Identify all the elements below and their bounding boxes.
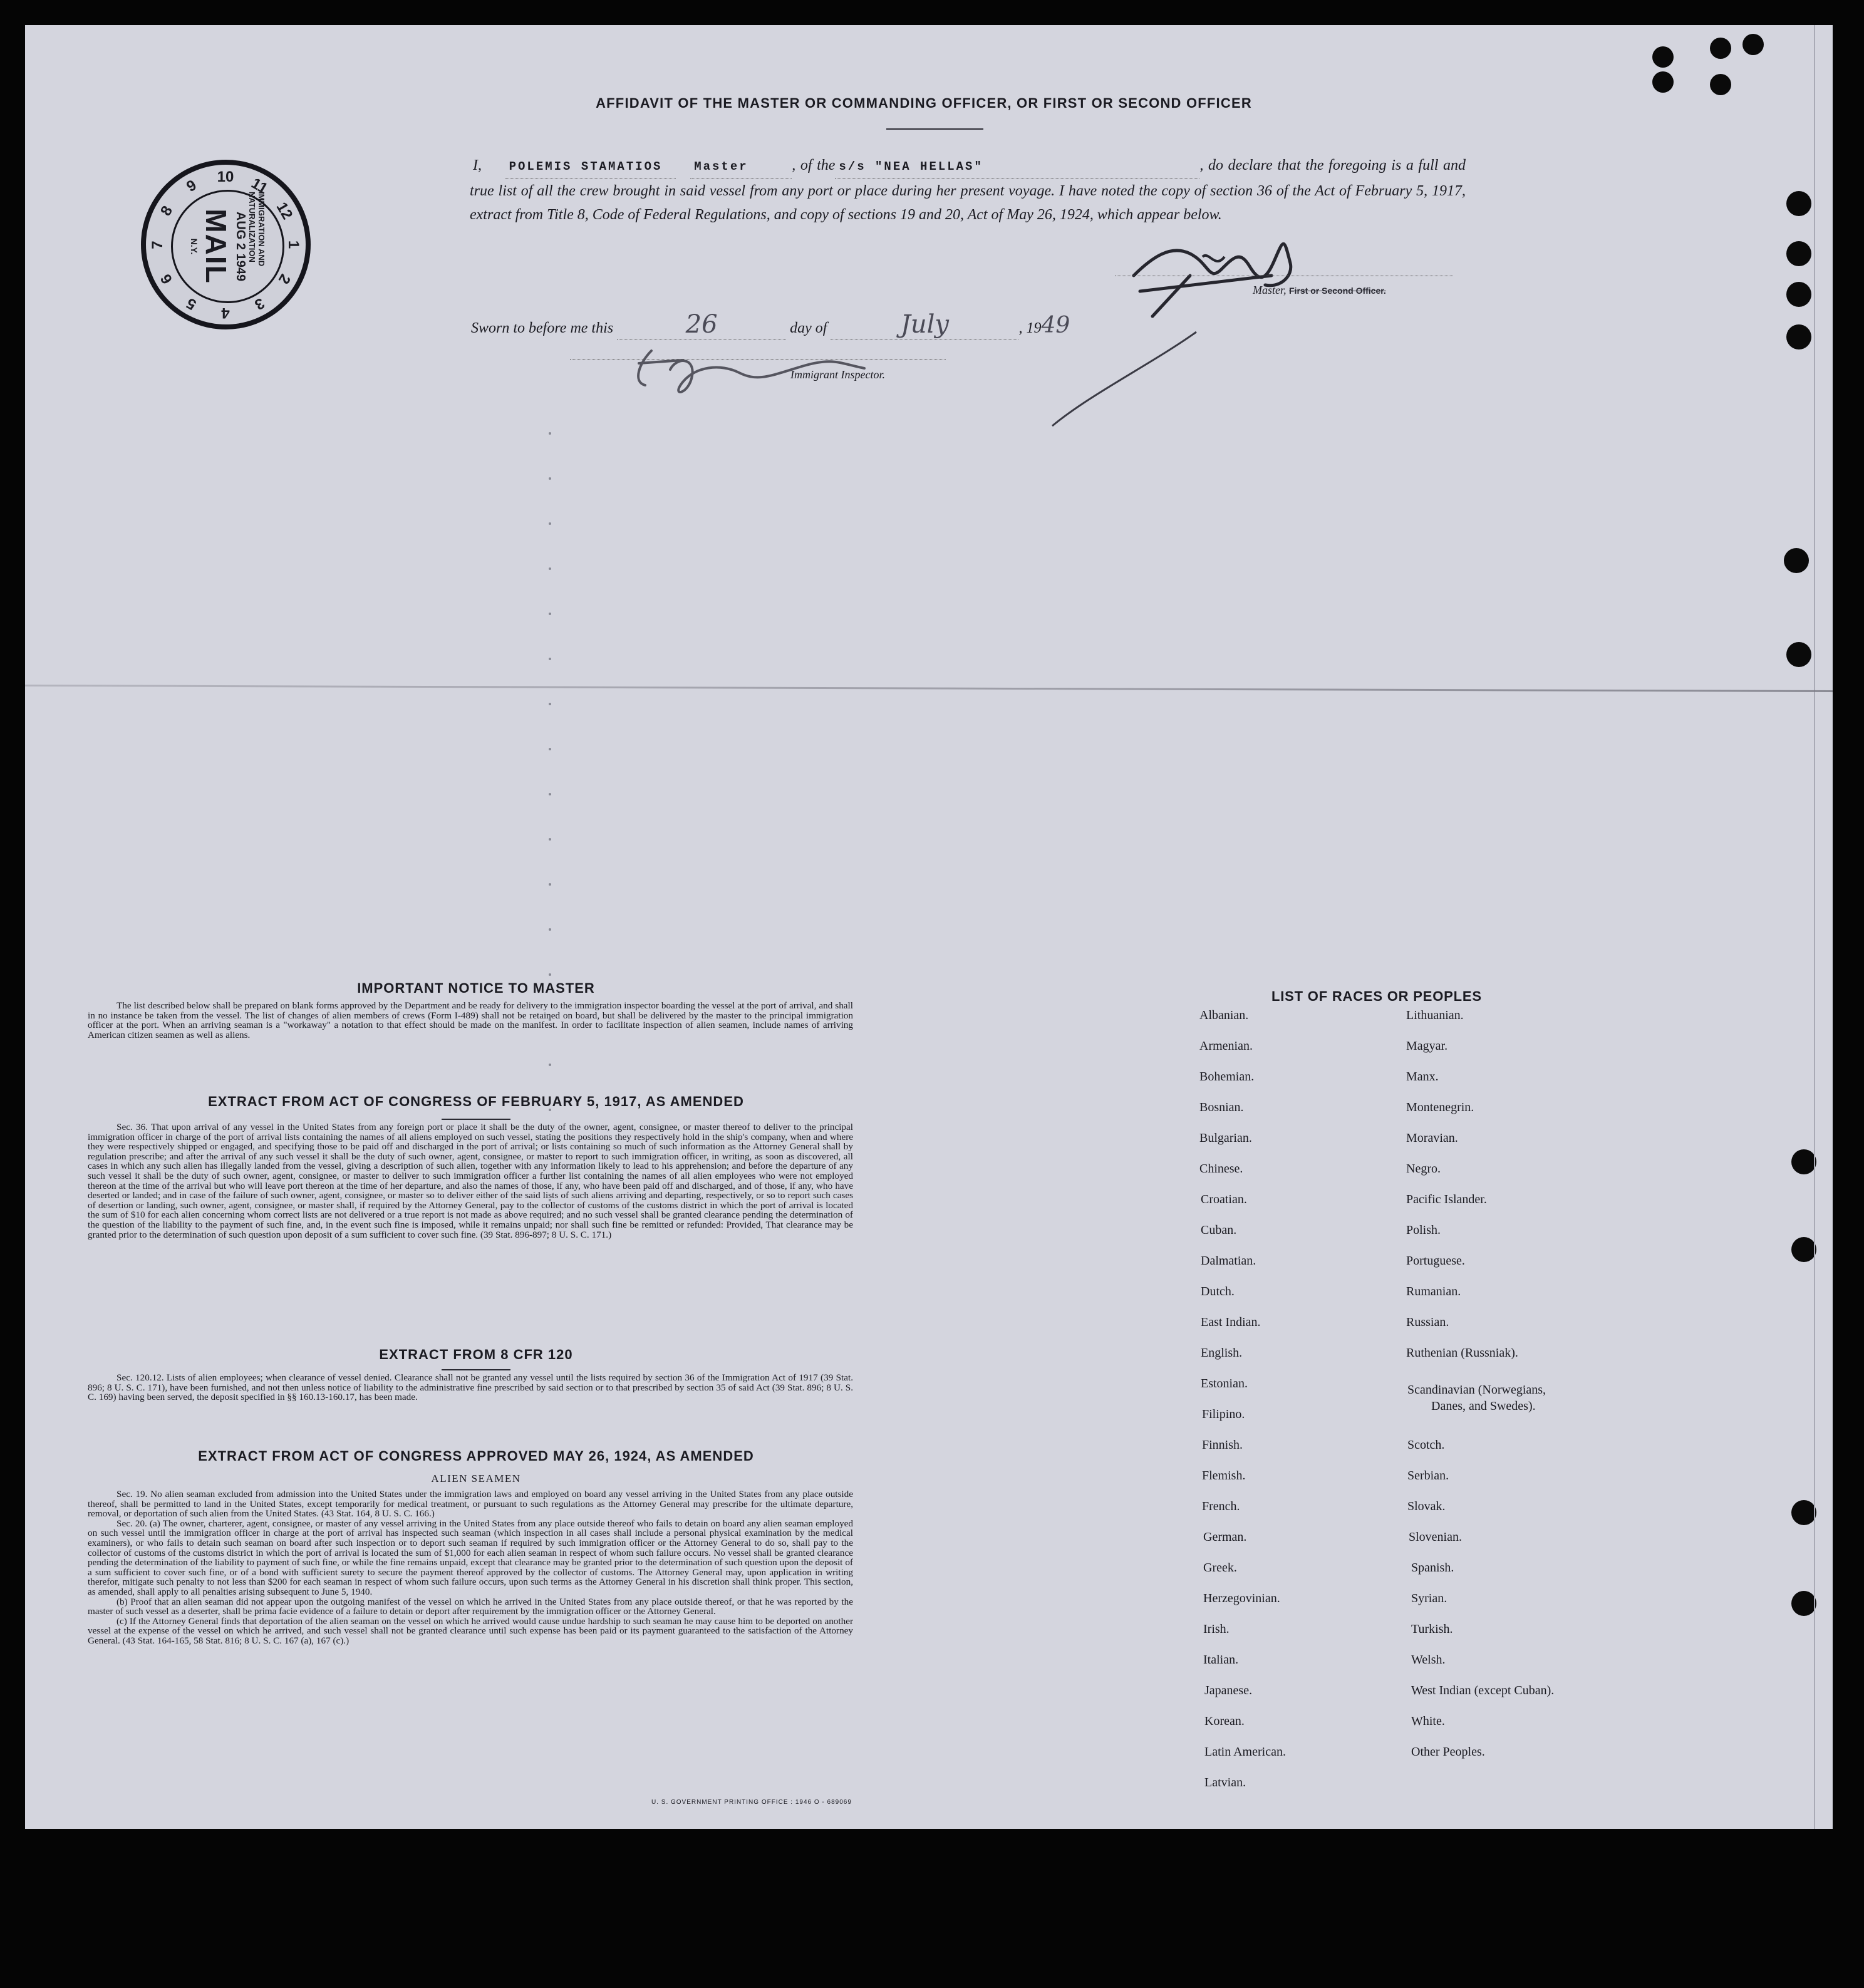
officer-struck-text: First or Second Officer.	[1289, 286, 1386, 296]
master-label-text: Master,	[1253, 284, 1287, 296]
race-item: Croatian.	[1201, 1193, 1247, 1206]
punch-hole	[1786, 324, 1811, 349]
race-item: Moravian.	[1406, 1131, 1458, 1145]
punch-hole	[1791, 1591, 1816, 1616]
extract-cfr-rule	[442, 1369, 510, 1370]
race-item: Bosnian.	[1199, 1100, 1244, 1114]
race-item: Slovak.	[1407, 1499, 1446, 1513]
race-item: Scandinavian (Norwegians,	[1407, 1383, 1546, 1397]
sworn-prefix: Sworn to before me this	[471, 320, 614, 336]
inspector-signature-line	[570, 359, 946, 360]
race-item: Spanish.	[1411, 1561, 1454, 1575]
section-20b-text: (b) Proof that an alien seaman did not appear upon the outgoing manifest of the vessel on which he arrived in the United States from any place outside thereof, or that he was reported by the master of such vessel as a deserter, shall be prima facie evidence of a failure to detain or deport after requirement by the immigration officer or the Attorney General.	[88, 1596, 853, 1617]
stamp-number: 3	[252, 294, 268, 313]
punch-hole	[1710, 38, 1731, 59]
stamp-number: 11	[249, 174, 271, 197]
extract-1924-title: EXTRACT FROM ACT OF CONGRESS APPROVED MAY 26, 1924, AS AMENDED	[198, 1448, 754, 1464]
punch-hole	[1784, 548, 1809, 573]
margin-rule	[1814, 25, 1815, 1829]
race-item: Latin American.	[1204, 1745, 1286, 1759]
gpo-imprint: U. S. GOVERNMENT PRINTING OFFICE : 1946 O - 689069	[651, 1799, 852, 1806]
of-the-text: , of the	[792, 157, 836, 173]
race-item: Russian.	[1406, 1315, 1449, 1329]
postmark-stamp	[141, 160, 311, 329]
declaration-paragraph	[470, 153, 1466, 227]
race-item: Portuguese.	[1406, 1254, 1465, 1268]
race-item: Magyar.	[1406, 1039, 1448, 1053]
race-item: Montenegrin.	[1406, 1100, 1474, 1114]
do-declare-text: , do declare	[1199, 157, 1273, 173]
stamp-number: 12	[273, 199, 296, 222]
stamp-number: 5	[184, 294, 200, 313]
master-label	[1253, 284, 1386, 297]
section-20c-text: (c) If the Attorney General finds that deportation of the alien seaman on the vessel on which he arrived would cause undue hardship to such seaman he may cause him to be deported on another vessel at the expense of the vessel on which he arrived, and such vessel shall not be granted clearance until such expense has been paid or its payment guaranteed to the satisfaction of the Attorney General. (43 Stat. 164-165, 58 Stat. 816; 8 U. S. C. 167 (a), 167 (c).)	[88, 1615, 853, 1646]
punch-hole	[1791, 1500, 1816, 1525]
race-item: Albanian.	[1199, 1008, 1249, 1022]
punch-hole	[1786, 241, 1811, 266]
punch-hole	[1786, 282, 1811, 307]
stamp-mail-text: MAIL	[200, 209, 232, 284]
title-rule	[886, 128, 983, 130]
race-item: White.	[1411, 1714, 1445, 1728]
race-item: Korean.	[1204, 1714, 1245, 1728]
race-item: Greek.	[1203, 1561, 1237, 1575]
stamp-center	[171, 190, 284, 303]
race-item: East Indian.	[1201, 1315, 1261, 1329]
sworn-line	[471, 310, 1079, 339]
race-item: Chinese.	[1199, 1162, 1243, 1176]
pen-stroke	[1040, 326, 1203, 432]
race-item: Latvian.	[1204, 1776, 1246, 1789]
race-item: Pacific Islander.	[1406, 1193, 1487, 1206]
race-item: Welsh.	[1411, 1653, 1446, 1667]
race-item: Flemish.	[1202, 1469, 1246, 1483]
race-item: Serbian.	[1407, 1469, 1449, 1483]
stamp-number: 9	[184, 176, 200, 195]
extract-1917-rule	[442, 1119, 510, 1120]
race-item: Finnish.	[1202, 1438, 1243, 1452]
race-item: Negro.	[1406, 1162, 1441, 1176]
stamp-number: 10	[217, 168, 234, 185]
race-item: Turkish.	[1411, 1622, 1453, 1636]
extract-1917-title: EXTRACT FROM ACT OF CONGRESS OF FEBRUARY 5, 1917, AS AMENDED	[208, 1094, 744, 1109]
race-item: Manx.	[1406, 1070, 1439, 1084]
declaration-body: that the foregoing is a full and true list of all the crew brought in said vessel from any port or place during her present voyage. I have noted the copy of section 36 of the Act of February 5, 1917, extract from Title 8, Code of Federal Regulations, and copy of sections 19 and 20, Act of May 26, 1924, which appear below.	[470, 157, 1466, 223]
race-item: Armenian.	[1199, 1039, 1253, 1053]
stamp-number: 6	[157, 271, 177, 287]
document-page	[25, 25, 1833, 1829]
race-item: German.	[1203, 1530, 1247, 1544]
day-value: 26	[617, 310, 786, 339]
stamp-date: AUG 2 1949	[234, 211, 247, 282]
punch-hole	[1742, 34, 1764, 55]
race-item: Filipino.	[1202, 1407, 1245, 1421]
extract-cfr-title: EXTRACT FROM 8 CFR 120	[379, 1347, 573, 1362]
year-value: 49	[1041, 313, 1070, 338]
stamp-number: 1	[285, 240, 303, 249]
master-name: POLEMIS STAMATIOS	[505, 155, 676, 179]
extract-cfr-text: Sec. 120.12. Lists of alien employees; when clearance of vessel denied. Clearance shall not be granted any vessel until the lists required by section 36 of the Immigration Act of 1917 (39 Stat. 896; 8 U. S. C. 171), have been furnished, and not then unless notice of liability to the administrative fine prescribed by said section or to that prescribed by section 35 of said Act (39 Stat. 896; 8 U. S. C. 169) having been served, the deposit specified in §§ 160.13-160.17, has been made.	[88, 1372, 853, 1403]
month-value: July	[831, 310, 1018, 339]
section-19-text: Sec. 19. No alien seaman excluded from admission into the United States under the immigration laws and employed on board any vessel arriving in the United States from any place outside thereof, shall be permitted to land in the United States, except temporarily for medical treatment, or pursuant to such regulations as the Attorney General may prescribe for the ultimate departure, removal, or deportation of such alien from the United States. (43 Stat. 164, 8 U. S. C. 166.)	[88, 1489, 853, 1519]
race-item: Dutch.	[1201, 1285, 1235, 1298]
race-item: Herzegovinian.	[1203, 1592, 1280, 1605]
alien-seamen-subtitle: ALIEN SEAMEN	[431, 1473, 521, 1484]
race-item: West Indian (except Cuban).	[1411, 1684, 1555, 1697]
vessel-name: s/s "NEA HELLAS"	[835, 155, 1199, 179]
race-item: Dalmatian.	[1201, 1254, 1256, 1268]
day-of-text: day of	[790, 320, 827, 336]
stamp-number: 4	[221, 304, 230, 321]
race-item: Ruthenian (Russniak).	[1406, 1346, 1518, 1360]
section-20a-text: Sec. 20. (a) The owner, charterer, agent, consignee, or master of any vessel arriving in the United States from any place outside thereof who fails to detain on board any alien seaman employed on such vessel until the immigration officer in charge at the port of arrival has inspected such seaman (which inspection in all cases shall include a personal physical examination by the medical examiners), or who fails to detain such seaman on board after such inspection or to deport such seaman if required by such immigration officer or the Attorney General to do so, shall pay to the collector of customs of the customs district in which the port of arrival is located the sum of $1,000 for each alien seaman in respect of whom such failure occurs. No vessel shall be granted clearance pending the determination of the liability to payment of such fine, or while the fine remains unpaid, except that clearance may be granted prior to the determination of such question upon the deposit of a sum sufficient to cover such fine, or of a bond with sufficient surety to secure the payment thereof approved by the collector of customs. The Attorney General may, upon application in writing therefor, mitigate such penalty to not less than $200 for each seaman in respect of whom such failure occurs, upon such terms as the Attorney General in his discretion shall think proper. This section, as amended, shall apply to all penalties arising subsequent to June 5, 1940.	[88, 1518, 853, 1597]
race-item: Scotch.	[1407, 1438, 1445, 1452]
punch-hole	[1791, 1237, 1816, 1262]
extract-1917-text: Sec. 36. That upon arrival of any vessel in the United States from any foreign port or place it shall be the duty of the owner, agent, consignee, or master thereof to deliver to the principal immigration officer in charge of the port of arrival lists containing the names of all aliens employed on such vessel, stating the positions they respectively hold in the ship's company, when and where they were respectively shipped or engaged, and specifying those to be paid off and discharged in the port of arrival; or lists containing so much of such information as the Attorney General shall by regulation prescribe; and after the arrival of any such vessel it shall be the duty of such owner, agent, consignee, or master to report to such immigration officer, in writing, as soon as discovered, all cases in which any such alien has illegally landed from the vessel, giving a description of such alien, together with any information likely to lead to his apprehension; and before the departure of any such vessel it shall be the duty of such owner, agent, consignee, or master to deliver to such immigration officer a further list containing the names of all alien employees who were not employed thereon at the time of the arrival but who will leave port thereon at the time of her departure, and also the names of those, if any, who have been paid off and discharged, and of those, if any, who have deserted or landed; and in case of the failure of such owner, agent, consignee, or master so to deliver either of the said lists of such aliens arriving and departing, respectively, or so to report such cases of desertion or landing, such owner, agent, consignee, or master shall, if required by the Attorney General, pay to the collector of customs of the customs district in which the port of arrival is located the sum of $10 for each alien concerning whom correct lists are not delivered or a true report is not made as above required; and no such vessel shall be granted clearance pending the determination of the question of the liability to the payment of such fine, and, in the event such fine is imposed, while it remains unpaid; nor shall such fine be remitted or refunded: Provided, That clearance may be granted prior to the determination of such question upon deposit of a sum sufficient to cover such fine. (39 Stat. 896-897; 8 U. S. C. 171.)	[88, 1122, 853, 1240]
race-item: Cuban.	[1201, 1223, 1237, 1237]
year-prefix: , 19	[1018, 320, 1042, 336]
inspector-label: Immigrant Inspector.	[790, 368, 885, 381]
race-item: Danes, and Swedes).	[1431, 1399, 1536, 1413]
punch-hole	[1786, 642, 1811, 667]
stamp-city: N.Y.	[189, 238, 199, 255]
punch-hole	[1791, 1149, 1816, 1174]
race-item: Lithuanian.	[1406, 1008, 1464, 1022]
punch-hole	[1652, 71, 1674, 93]
notice-text: The list described below shall be prepared on blank forms approved by the Department and be ready for delivery to the immigration inspector boarding the vessel at the port of arrival, and shall in no instance be taken from the vessel. The list of changes of alien members of crews (Form I-489) shall not be retained on board, but shall be delivered by the master to the principal immigration officer at the port. When an arriving seaman is a "workaway" a notation to that effect should be made on the manifest. In order to facilitate inspection of alien seamen, include names of arriving American citizen seamen as well as aliens.	[88, 1000, 853, 1040]
race-item: Estonian.	[1201, 1377, 1248, 1390]
stamp-arc-text: IMMIGRATION AND NATURALIZATION	[247, 192, 266, 267]
race-item: Rumanian.	[1406, 1285, 1461, 1298]
notice-title: IMPORTANT NOTICE TO MASTER	[357, 980, 595, 996]
race-item: French.	[1202, 1499, 1240, 1513]
race-item: Bulgarian.	[1199, 1131, 1252, 1145]
race-item: Polish.	[1406, 1223, 1441, 1237]
race-item: Irish.	[1203, 1622, 1230, 1636]
stamp-number: 7	[149, 240, 167, 249]
master-position: Master	[690, 155, 792, 179]
stamp-number: 8	[157, 202, 177, 219]
race-item: Slovenian.	[1409, 1530, 1462, 1544]
punch-hole	[1710, 74, 1731, 95]
extract-1924-text	[88, 1489, 853, 1646]
races-title: LIST OF RACES OR PEOPLES	[1271, 988, 1482, 1004]
punch-hole	[1652, 46, 1674, 68]
race-item: Syrian.	[1411, 1592, 1447, 1605]
stamp-number: 2	[275, 271, 294, 287]
affidavit-title: AFFIDAVIT OF THE MASTER OR COMMANDING OFFICER, OR FIRST OR SECOND OFFICER	[596, 95, 1252, 111]
punch-hole	[1786, 191, 1811, 216]
race-item: Bohemian.	[1199, 1070, 1255, 1084]
race-item: English.	[1201, 1346, 1243, 1360]
page-fold	[25, 685, 1833, 692]
race-item: Japanese.	[1204, 1684, 1253, 1697]
race-item: Other Peoples.	[1411, 1745, 1485, 1759]
declaration-i: I,	[473, 157, 482, 173]
race-item: Italian.	[1203, 1653, 1239, 1667]
